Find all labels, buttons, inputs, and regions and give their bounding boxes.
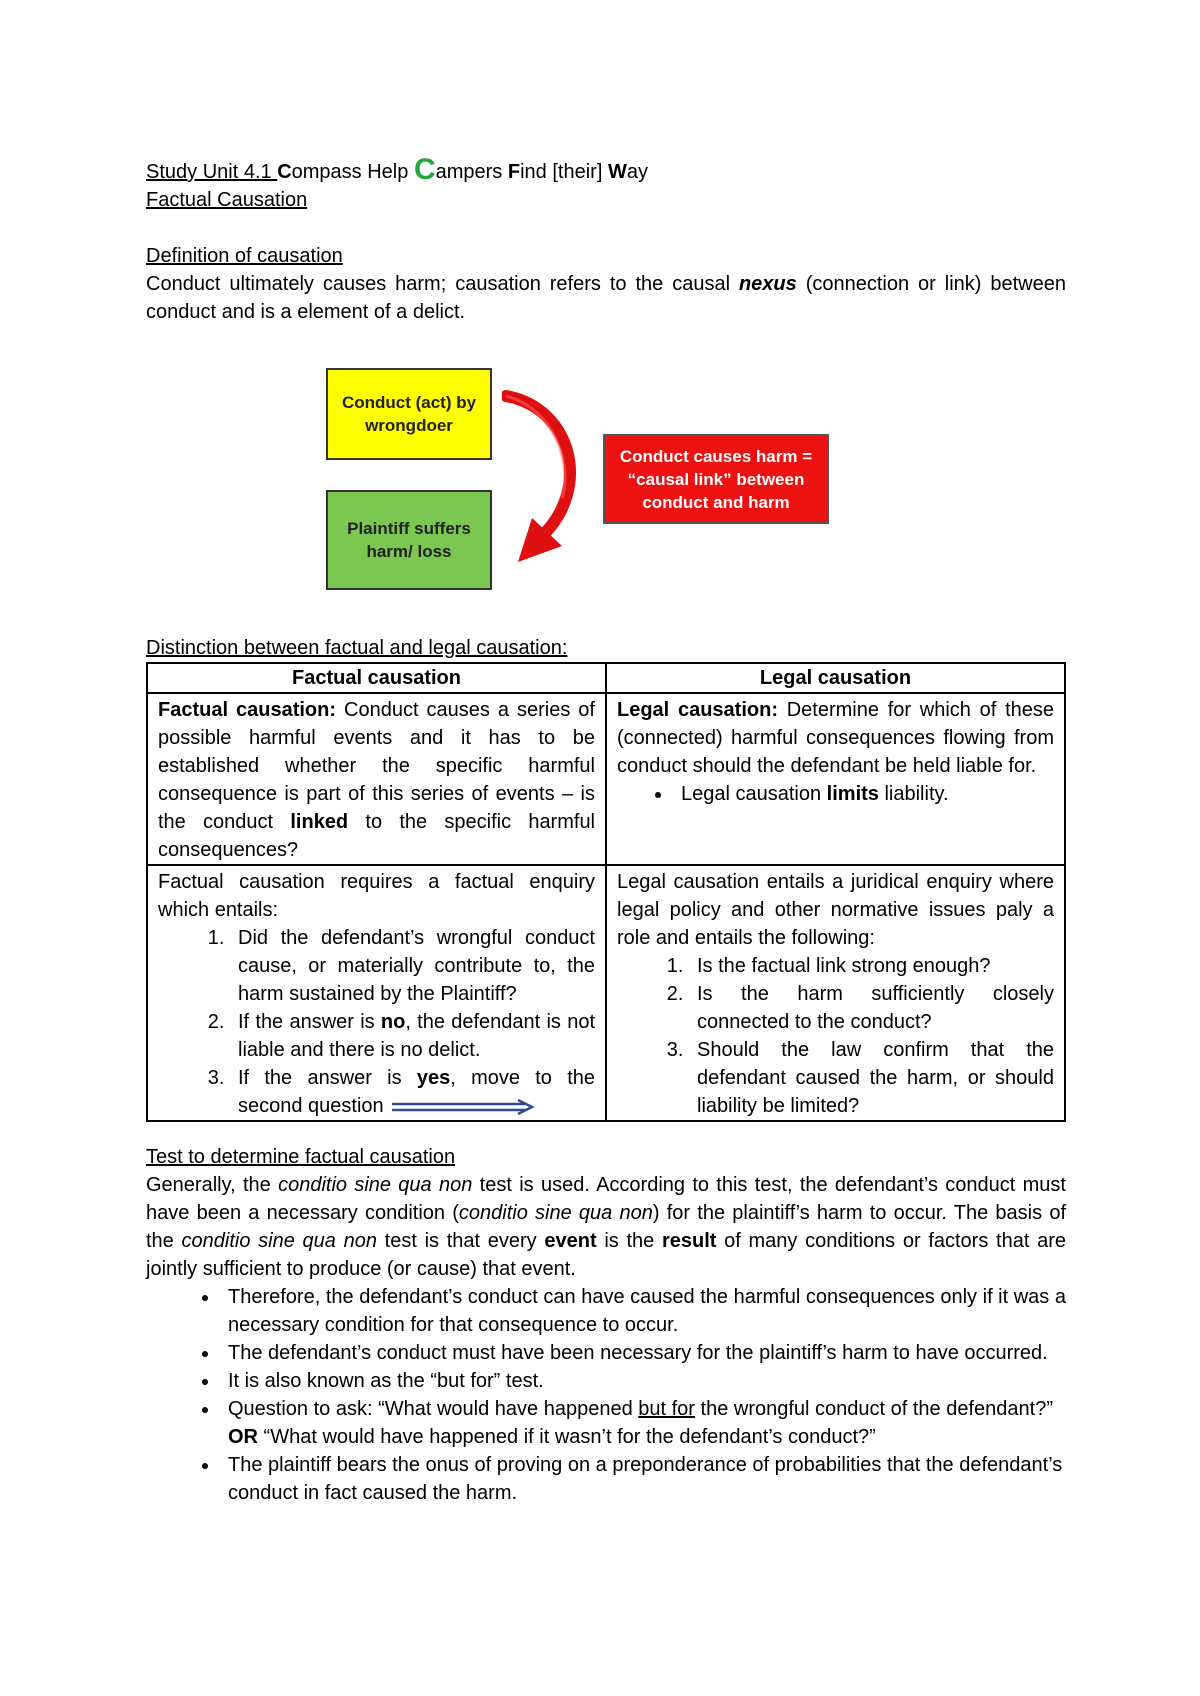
list-item: 2. If the answer is no, the defendant is not liable and there is no delict. <box>230 1008 595 1064</box>
nexus-term: nexus <box>738 273 797 295</box>
list-item: • Question to ask: “What would have happened but for the wrongful conduct of the defendant?” OR “What would have happened if it wasn’t for the defendant’s conduct?” <box>220 1395 1066 1451</box>
definition-text: Conduct ultimately causes harm; causation refers to the causal nexus (connection or link) between conduct and is a element of a delict. <box>146 273 1066 323</box>
causation-comparison-table <box>146 662 1066 1122</box>
conduct-box: Conduct (act) by wrongdoer <box>326 368 492 460</box>
definition-heading: Definition of causation <box>146 245 343 267</box>
document-page <box>146 153 1066 326</box>
spacer <box>146 214 1066 242</box>
plaintiff-harm-box: Plaintiff suffers harm/ loss <box>326 490 492 590</box>
right-arrow-icon <box>390 1099 536 1115</box>
subtitle: Factual Causation <box>146 189 308 211</box>
test-paragraph: Generally, the conditio sine qua non test is used. According to this test, the defendant’s conduct must have been a necessary condition (conditio sine qua non) for the plaintiff’s harm to occur. The basis of the conditio sine qua non test is that every event is the result of many conditions or factors that are jointly sufficient to produce (or cause) that event. <box>146 1174 1067 1280</box>
list-item: 1. Did the defendant’s wrongful conduct cause, or materially contribute to, the harm sustained by the Plaintiff? <box>230 924 595 1008</box>
list-item: • It is also known as the “but for” test. <box>220 1367 1066 1395</box>
header-legal: Legal causation <box>606 663 1065 693</box>
causation-diagram <box>326 368 836 590</box>
curved-arrow-icon <box>502 388 592 568</box>
legal-enquiry-cell: Legal causation entails a juridical enquiry where legal policy and other normative issues paly a role and entails the following: 1. Is the factual link strong enough? 2. Is the harm sufficiently closely connected to the conduct? 3. Should the law confirm that the defendant caused the harm, or should liability be limited? <box>606 865 1065 1121</box>
list-item: 3. If the answer is yes, move to the second question <box>230 1064 595 1120</box>
causal-link-box: Conduct causes harm = “causal link” between conduct and harm <box>603 434 829 524</box>
list-item: • The plaintiff bears the onus of proving on a preponderance of probabilities that the defendant’s conduct in fact caused the harm. <box>220 1451 1066 1507</box>
table-row <box>147 865 1065 1121</box>
test-bullet-list <box>146 1283 1066 1507</box>
legal-questions-list <box>617 952 1054 1120</box>
table-row <box>147 693 1065 865</box>
title-underlined: Study Unit 4.1 <box>146 161 278 183</box>
list-item: • The defendant’s conduct must have been necessary for the plaintiff’s harm to have occurred. <box>220 1339 1066 1367</box>
legal-definition-cell: Legal causation: Determine for which of these (connected) harmful consequences flowing from conduct should the defendant be held liable for. • Legal causation limits liability. <box>606 693 1065 865</box>
list-item: 1. Is the factual link strong enough? <box>689 952 1054 980</box>
list-item: • Therefore, the defendant’s conduct can have caused the harmful consequences only if it was a necessary condition for that consequence to occur. <box>220 1283 1066 1339</box>
legal-def-list <box>617 780 1054 808</box>
mnemonic-big-green-c: C <box>413 153 436 186</box>
factual-definition-cell: Factual causation: Conduct causes a series of possible harmful events and it has to be established whether the specific harmful consequence is part of this series of events – is the conduct linked to the specific harmful consequences? <box>147 693 606 865</box>
mnemonic-letter-c: C <box>277 161 292 183</box>
distinction-heading: Distinction between factual and legal causation: <box>146 637 568 659</box>
list-item: • Legal causation limits liability. <box>673 780 1054 808</box>
factual-questions-list <box>158 924 595 1120</box>
list-item: 2. Is the harm sufficiently closely connected to the conduct? <box>689 980 1054 1036</box>
factual-enquiry-cell: Factual causation requires a factual enquiry which entails: 1. Did the defendant’s wrongful conduct cause, or materially contribute to, the harm sustained by the Plaintiff? 2. If the answer is no, the defendant is not liable and there is no delict. 3. If the answer is yes, move to the second question <box>147 865 606 1121</box>
table-header-row <box>147 663 1065 693</box>
header-factual: Factual causation <box>147 663 606 693</box>
test-heading: Test to determine factual causation <box>146 1146 456 1168</box>
list-item: 3. Should the law confirm that the defendant caused the harm, or should liability be limited? <box>689 1036 1054 1120</box>
study-unit-title: Study Unit 4.1 Compass Help Campers Find [their] Way <box>146 153 648 186</box>
test-section <box>146 1143 1066 1507</box>
